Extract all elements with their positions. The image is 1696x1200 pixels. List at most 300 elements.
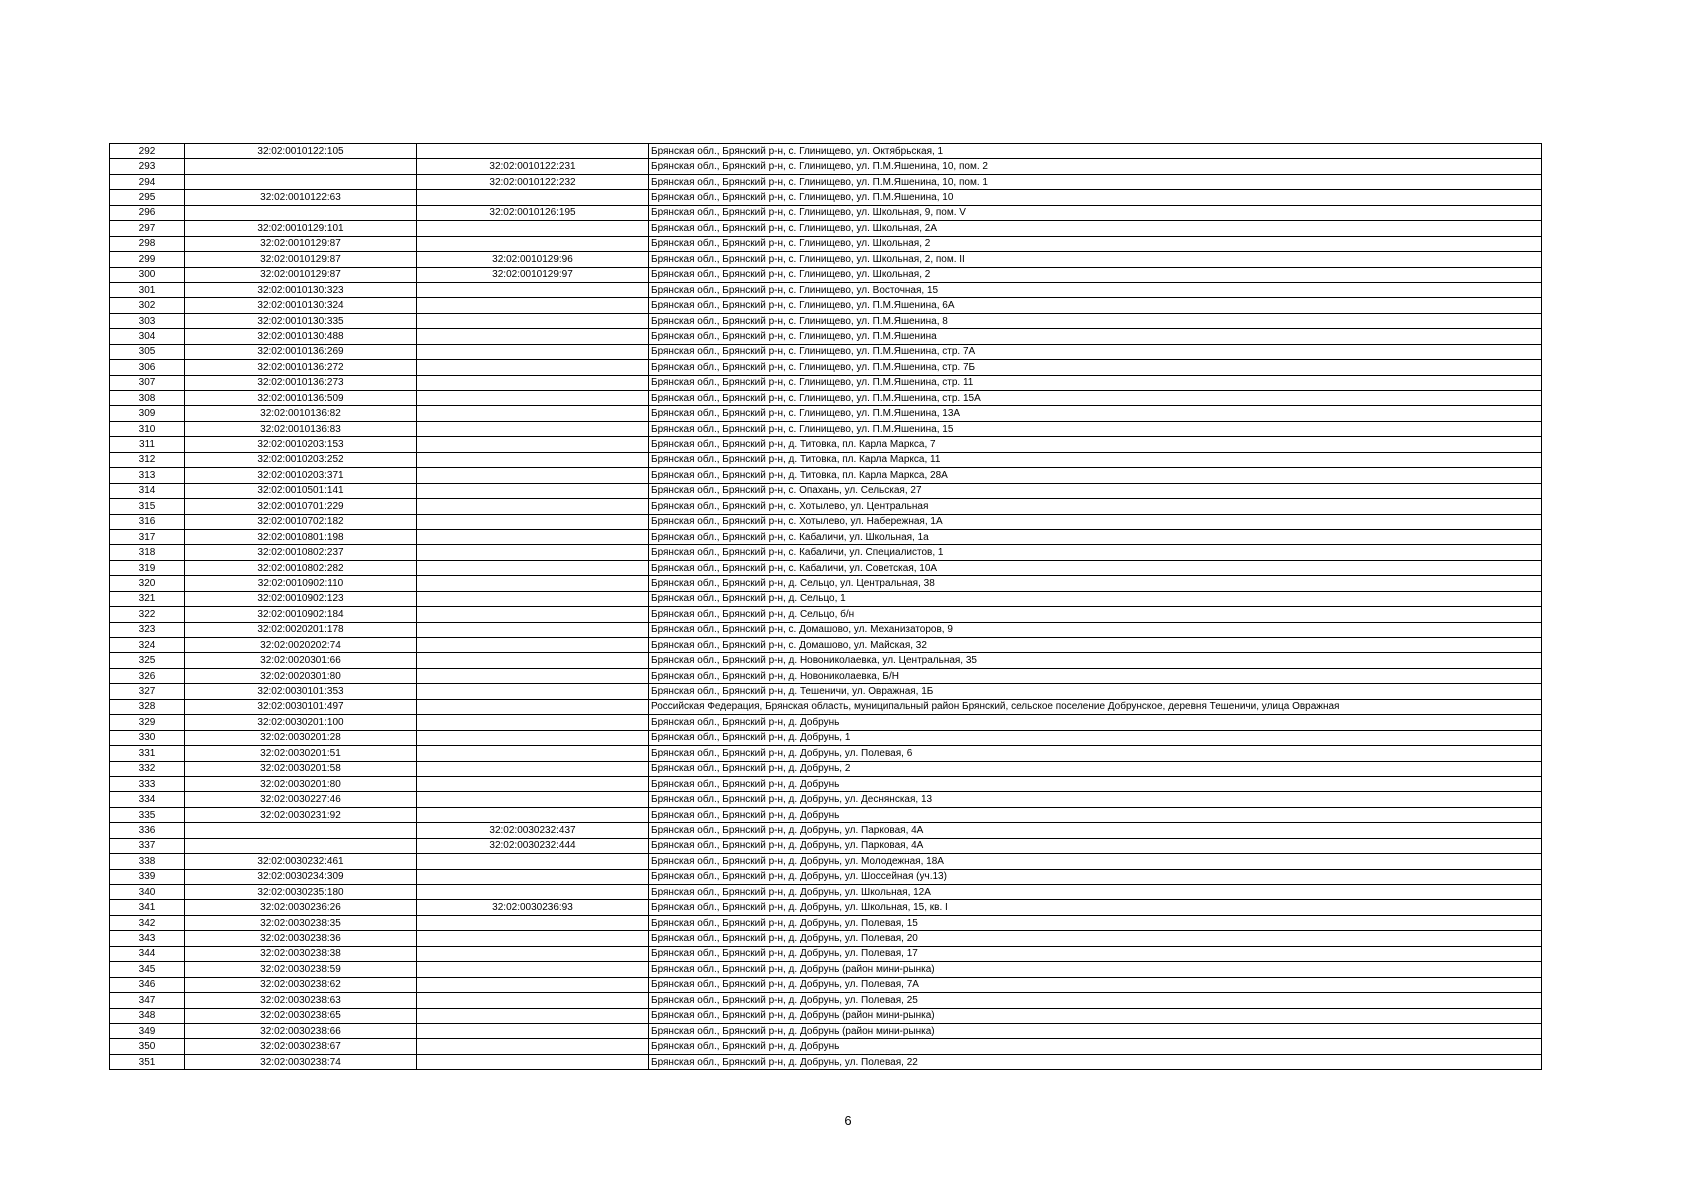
table-row	[110, 1008, 1542, 1023]
object-cadastral-number-cell	[417, 221, 649, 236]
table-row	[110, 854, 1542, 869]
cadastral-number-cell: 32:02:0010129:87	[185, 267, 417, 282]
table-row	[110, 946, 1542, 961]
row-number-cell: 292	[110, 144, 185, 159]
object-cadastral-number-cell: 32:02:0010129:97	[417, 267, 649, 282]
row-number-cell: 304	[110, 329, 185, 344]
row-number-cell: 321	[110, 591, 185, 606]
address-cell: Брянская обл., Брянский р-н, с. Глинищево, ул. Школьная, 2	[649, 267, 1542, 282]
row-number-cell: 298	[110, 236, 185, 251]
cadastral-number-cell: 32:02:0030238:66	[185, 1023, 417, 1038]
row-number-cell: 345	[110, 962, 185, 977]
object-cadastral-number-cell	[417, 1039, 649, 1054]
table-row	[110, 252, 1542, 267]
table-row	[110, 1023, 1542, 1038]
address-cell: Брянская обл., Брянский р-н, с. Глинищево, ул. П.М.Яшенина, 6А	[649, 298, 1542, 313]
object-cadastral-number-cell	[417, 869, 649, 884]
address-cell: Брянская обл., Брянский р-н, д. Добрунь, ул. Школьная, 15, кв. I	[649, 900, 1542, 915]
address-cell: Брянская обл., Брянский р-н, с. Глинищево, ул. П.М.Яшенина, 8	[649, 313, 1542, 328]
row-number-cell: 351	[110, 1054, 185, 1069]
row-number-cell: 325	[110, 653, 185, 668]
object-cadastral-number-cell	[417, 746, 649, 761]
cadastral-number-cell: 32:02:0010136:83	[185, 421, 417, 436]
object-cadastral-number-cell	[417, 468, 649, 483]
row-number-cell: 349	[110, 1023, 185, 1038]
table-row	[110, 329, 1542, 344]
row-number-cell: 313	[110, 468, 185, 483]
row-number-cell: 329	[110, 715, 185, 730]
cadastral-number-cell: 32:02:0010902:184	[185, 607, 417, 622]
address-cell: Брянская обл., Брянский р-н, с. Глинищево, ул. Октябрьская, 1	[649, 144, 1542, 159]
object-cadastral-number-cell: 32:02:0030232:444	[417, 838, 649, 853]
address-cell: Брянская обл., Брянский р-н, д. Добрунь, ул. Парковая, 4А	[649, 838, 1542, 853]
table-row	[110, 931, 1542, 946]
cadastral-number-cell: 32:02:0010122:105	[185, 144, 417, 159]
object-cadastral-number-cell	[417, 344, 649, 359]
registry-table	[109, 143, 1542, 1070]
row-number-cell: 342	[110, 915, 185, 930]
row-number-cell: 303	[110, 313, 185, 328]
address-cell: Брянская обл., Брянский р-н, д. Новониколаевка, ул. Центральная, 35	[649, 653, 1542, 668]
cadastral-number-cell	[185, 823, 417, 838]
table-row	[110, 560, 1542, 575]
table-row	[110, 483, 1542, 498]
cadastral-number-cell: 32:02:0030231:92	[185, 807, 417, 822]
address-cell: Брянская обл., Брянский р-н, с. Глинищево, ул. Школьная, 2	[649, 236, 1542, 251]
address-cell: Брянская обл., Брянский р-н, д. Добрунь	[649, 776, 1542, 791]
object-cadastral-number-cell	[417, 977, 649, 992]
table-row	[110, 993, 1542, 1008]
cadastral-number-cell: 32:02:0030238:62	[185, 977, 417, 992]
object-cadastral-number-cell	[417, 360, 649, 375]
object-cadastral-number-cell	[417, 946, 649, 961]
row-number-cell: 337	[110, 838, 185, 853]
row-number-cell: 297	[110, 221, 185, 236]
table-row	[110, 313, 1542, 328]
cadastral-number-cell: 32:02:0010802:282	[185, 560, 417, 575]
table-row	[110, 591, 1542, 606]
cadastral-number-cell: 32:02:0030201:58	[185, 761, 417, 776]
address-cell: Брянская обл., Брянский р-н, с. Глинищево, ул. П.М.Яшенина, 10	[649, 190, 1542, 205]
address-cell: Брянская обл., Брянский р-н, с. Глинищево, ул. П.М.Яшенина, стр. 15А	[649, 391, 1542, 406]
table-row	[110, 869, 1542, 884]
cadastral-number-cell: 32:02:0010203:371	[185, 468, 417, 483]
cadastral-number-cell: 32:02:0010701:229	[185, 499, 417, 514]
address-cell: Брянская обл., Брянский р-н, д. Добрунь, ул. Полевая, 7А	[649, 977, 1542, 992]
cadastral-number-cell: 32:02:0030238:36	[185, 931, 417, 946]
cadastral-number-cell: 32:02:0020301:80	[185, 668, 417, 683]
row-number-cell: 307	[110, 375, 185, 390]
row-number-cell: 339	[110, 869, 185, 884]
table-row	[110, 298, 1542, 313]
row-number-cell: 334	[110, 792, 185, 807]
address-cell: Брянская обл., Брянский р-н, с. Глинищево, ул. П.М.Яшенина, стр. 7А	[649, 344, 1542, 359]
address-cell: Брянская обл., Брянский р-н, д. Добрунь, ул. Шоссейная (уч.13)	[649, 869, 1542, 884]
row-number-cell: 344	[110, 946, 185, 961]
object-cadastral-number-cell	[417, 993, 649, 1008]
object-cadastral-number-cell	[417, 190, 649, 205]
table-row	[110, 375, 1542, 390]
address-cell: Брянская обл., Брянский р-н, с. Глинищево, ул. Восточная, 15	[649, 282, 1542, 297]
address-cell: Брянская обл., Брянский р-н, д. Добрунь, ул. Полевая, 25	[649, 993, 1542, 1008]
object-cadastral-number-cell	[417, 962, 649, 977]
row-number-cell: 296	[110, 205, 185, 220]
object-cadastral-number-cell	[417, 298, 649, 313]
object-cadastral-number-cell	[417, 437, 649, 452]
cadastral-number-cell: 32:02:0030238:67	[185, 1039, 417, 1054]
cadastral-number-cell: 32:02:0010129:101	[185, 221, 417, 236]
object-cadastral-number-cell: 32:02:0010129:96	[417, 252, 649, 267]
table-row	[110, 684, 1542, 699]
table-row	[110, 267, 1542, 282]
object-cadastral-number-cell	[417, 776, 649, 791]
cadastral-number-cell: 32:02:0010136:509	[185, 391, 417, 406]
table-row	[110, 699, 1542, 714]
object-cadastral-number-cell	[417, 915, 649, 930]
cadastral-number-cell: 32:02:0010130:323	[185, 282, 417, 297]
table-row	[110, 360, 1542, 375]
address-cell: Брянская обл., Брянский р-н, с. Кабаличи, ул. Специалистов, 1	[649, 545, 1542, 560]
table-row	[110, 514, 1542, 529]
cadastral-number-cell: 32:02:0030101:353	[185, 684, 417, 699]
table-row	[110, 576, 1542, 591]
cadastral-number-cell: 32:02:0010702:182	[185, 514, 417, 529]
table-row	[110, 653, 1542, 668]
table-row	[110, 159, 1542, 174]
table-row	[110, 468, 1542, 483]
address-cell: Брянская обл., Брянский р-н, с. Глинищево, ул. П.М.Яшенина, 10, пом. 1	[649, 174, 1542, 189]
object-cadastral-number-cell	[417, 885, 649, 900]
cadastral-number-cell: 32:02:0010130:488	[185, 329, 417, 344]
address-cell: Брянская обл., Брянский р-н, с. Хотылево, ул. Набережная, 1А	[649, 514, 1542, 529]
row-number-cell: 315	[110, 499, 185, 514]
object-cadastral-number-cell	[417, 653, 649, 668]
row-number-cell: 319	[110, 560, 185, 575]
object-cadastral-number-cell	[417, 576, 649, 591]
cadastral-number-cell: 32:02:0030232:461	[185, 854, 417, 869]
table-row	[110, 174, 1542, 189]
cadastral-number-cell	[185, 159, 417, 174]
row-number-cell: 295	[110, 190, 185, 205]
address-cell: Брянская обл., Брянский р-н, с. Кабаличи, ул. Школьная, 1а	[649, 529, 1542, 544]
table-row	[110, 282, 1542, 297]
cadastral-number-cell: 32:02:0030236:26	[185, 900, 417, 915]
object-cadastral-number-cell	[417, 391, 649, 406]
table-row	[110, 421, 1542, 436]
object-cadastral-number-cell	[417, 699, 649, 714]
row-number-cell: 327	[110, 684, 185, 699]
address-cell: Брянская обл., Брянский р-н, с. Глинищево, ул. Школьная, 9, пом. V	[649, 205, 1542, 220]
address-cell: Брянская обл., Брянский р-н, д. Титовка, пл. Карла Маркса, 28А	[649, 468, 1542, 483]
table-row	[110, 221, 1542, 236]
cadastral-number-cell: 32:02:0030235:180	[185, 885, 417, 900]
object-cadastral-number-cell	[417, 792, 649, 807]
object-cadastral-number-cell	[417, 499, 649, 514]
address-cell: Брянская обл., Брянский р-н, д. Добрунь, ул. Школьная, 12А	[649, 885, 1542, 900]
address-cell: Брянская обл., Брянский р-н, с. Глинищево, ул. Школьная, 2А	[649, 221, 1542, 236]
row-number-cell: 293	[110, 159, 185, 174]
object-cadastral-number-cell	[417, 483, 649, 498]
object-cadastral-number-cell	[417, 761, 649, 776]
address-cell: Брянская обл., Брянский р-н, д. Добрунь, ул. Полевая, 20	[649, 931, 1542, 946]
row-number-cell: 308	[110, 391, 185, 406]
table-row	[110, 977, 1542, 992]
object-cadastral-number-cell	[417, 375, 649, 390]
cadastral-number-cell: 32:02:0030201:51	[185, 746, 417, 761]
cadastral-number-cell: 32:02:0010122:63	[185, 190, 417, 205]
address-cell: Брянская обл., Брянский р-н, д. Сельцо, 1	[649, 591, 1542, 606]
row-number-cell: 347	[110, 993, 185, 1008]
table-row	[110, 900, 1542, 915]
object-cadastral-number-cell	[417, 591, 649, 606]
address-cell: Брянская обл., Брянский р-н, с. Глинищево, ул. П.М.Яшенина	[649, 329, 1542, 344]
cadastral-number-cell: 32:02:0010136:82	[185, 406, 417, 421]
row-number-cell: 294	[110, 174, 185, 189]
row-number-cell: 323	[110, 622, 185, 637]
cadastral-number-cell: 32:02:0030201:80	[185, 776, 417, 791]
registry-table-body	[110, 144, 1542, 1070]
table-row	[110, 452, 1542, 467]
table-row	[110, 437, 1542, 452]
table-row	[110, 715, 1542, 730]
row-number-cell: 318	[110, 545, 185, 560]
cadastral-number-cell: 32:02:0010203:252	[185, 452, 417, 467]
table-row	[110, 344, 1542, 359]
table-row	[110, 962, 1542, 977]
object-cadastral-number-cell	[417, 282, 649, 297]
cadastral-number-cell: 32:02:0030238:74	[185, 1054, 417, 1069]
row-number-cell: 333	[110, 776, 185, 791]
table-row	[110, 499, 1542, 514]
address-cell: Брянская обл., Брянский р-н, д. Добрунь	[649, 807, 1542, 822]
address-cell: Брянская обл., Брянский р-н, д. Добрунь, ул. Полевая, 17	[649, 946, 1542, 961]
table-row	[110, 529, 1542, 544]
address-cell: Брянская обл., Брянский р-н, д. Сельцо, ул. Центральная, 38	[649, 576, 1542, 591]
address-cell: Брянская обл., Брянский р-н, д. Добрунь, ул. Парковая, 4А	[649, 823, 1542, 838]
address-cell: Брянская обл., Брянский р-н, д. Добрунь (район мини-рынка)	[649, 1023, 1542, 1038]
address-cell: Брянская обл., Брянский р-н, с. Домашово, ул. Майская, 32	[649, 638, 1542, 653]
table-row	[110, 607, 1542, 622]
row-number-cell: 330	[110, 730, 185, 745]
table-row	[110, 1039, 1542, 1054]
cadastral-number-cell: 32:02:0010801:198	[185, 529, 417, 544]
address-cell: Брянская обл., Брянский р-н, с. Глинищево, ул. П.М.Яшенина, 13А	[649, 406, 1542, 421]
table-row	[110, 236, 1542, 251]
cadastral-number-cell: 32:02:0030238:35	[185, 915, 417, 930]
address-cell: Брянская обл., Брянский р-н, д. Добрунь, ул. Полевая, 15	[649, 915, 1542, 930]
table-row	[110, 792, 1542, 807]
row-number-cell: 336	[110, 823, 185, 838]
row-number-cell: 300	[110, 267, 185, 282]
row-number-cell: 332	[110, 761, 185, 776]
row-number-cell: 335	[110, 807, 185, 822]
row-number-cell: 348	[110, 1008, 185, 1023]
table-row	[110, 205, 1542, 220]
address-cell: Брянская обл., Брянский р-н, д. Добрунь (район мини-рынка)	[649, 962, 1542, 977]
address-cell: Брянская обл., Брянский р-н, с. Глинищево, ул. П.М.Яшенина, стр. 7Б	[649, 360, 1542, 375]
object-cadastral-number-cell	[417, 931, 649, 946]
cadastral-number-cell: 32:02:0010203:153	[185, 437, 417, 452]
cadastral-number-cell: 32:02:0030238:38	[185, 946, 417, 961]
object-cadastral-number-cell	[417, 638, 649, 653]
object-cadastral-number-cell	[417, 514, 649, 529]
object-cadastral-number-cell	[417, 529, 649, 544]
object-cadastral-number-cell: 32:02:0030236:93	[417, 900, 649, 915]
address-cell: Брянская обл., Брянский р-н, с. Глинищево, ул. П.М.Яшенина, 15	[649, 421, 1542, 436]
address-cell: Брянская обл., Брянский р-н, д. Добрунь (район мини-рынка)	[649, 1008, 1542, 1023]
cadastral-number-cell	[185, 838, 417, 853]
table-row	[110, 1054, 1542, 1069]
cadastral-number-cell: 32:02:0030227:46	[185, 792, 417, 807]
cadastral-number-cell: 32:02:0010130:335	[185, 313, 417, 328]
cadastral-number-cell: 32:02:0010136:273	[185, 375, 417, 390]
address-cell: Брянская обл., Брянский р-н, с. Глинищево, ул. П.М.Яшенина, стр. 11	[649, 375, 1542, 390]
cadastral-number-cell: 32:02:0010802:237	[185, 545, 417, 560]
row-number-cell: 311	[110, 437, 185, 452]
row-number-cell: 316	[110, 514, 185, 529]
address-cell: Брянская обл., Брянский р-н, с. Хотылево, ул. Центральная	[649, 499, 1542, 514]
object-cadastral-number-cell	[417, 144, 649, 159]
object-cadastral-number-cell	[417, 607, 649, 622]
object-cadastral-number-cell	[417, 1008, 649, 1023]
object-cadastral-number-cell	[417, 622, 649, 637]
row-number-cell: 314	[110, 483, 185, 498]
table-row	[110, 746, 1542, 761]
cadastral-number-cell: 32:02:0010129:87	[185, 236, 417, 251]
object-cadastral-number-cell	[417, 715, 649, 730]
table-row	[110, 761, 1542, 776]
row-number-cell: 299	[110, 252, 185, 267]
table-row	[110, 807, 1542, 822]
row-number-cell: 324	[110, 638, 185, 653]
row-number-cell: 302	[110, 298, 185, 313]
row-number-cell: 346	[110, 977, 185, 992]
row-number-cell: 341	[110, 900, 185, 915]
cadastral-number-cell: 32:02:0010130:324	[185, 298, 417, 313]
table-row	[110, 838, 1542, 853]
row-number-cell: 309	[110, 406, 185, 421]
object-cadastral-number-cell	[417, 807, 649, 822]
address-cell: Брянская обл., Брянский р-н, д. Добрунь, ул. Деснянская, 13	[649, 792, 1542, 807]
object-cadastral-number-cell	[417, 668, 649, 683]
cadastral-number-cell: 32:02:0010136:272	[185, 360, 417, 375]
address-cell: Брянская обл., Брянский р-н, д. Добрунь, 2	[649, 761, 1542, 776]
row-number-cell: 320	[110, 576, 185, 591]
cadastral-number-cell	[185, 174, 417, 189]
cadastral-number-cell: 32:02:0010129:87	[185, 252, 417, 267]
address-cell: Брянская обл., Брянский р-н, д. Новониколаевка, Б/Н	[649, 668, 1542, 683]
object-cadastral-number-cell: 32:02:0030232:437	[417, 823, 649, 838]
object-cadastral-number-cell	[417, 329, 649, 344]
table-row	[110, 406, 1542, 421]
address-cell: Брянская обл., Брянский р-н, д. Добрунь	[649, 715, 1542, 730]
address-cell: Брянская обл., Брянский р-н, с. Глинищево, ул. Школьная, 2, пом. II	[649, 252, 1542, 267]
row-number-cell: 338	[110, 854, 185, 869]
cadastral-number-cell: 32:02:0030238:65	[185, 1008, 417, 1023]
table-row	[110, 730, 1542, 745]
row-number-cell: 340	[110, 885, 185, 900]
row-number-cell: 312	[110, 452, 185, 467]
cadastral-number-cell: 32:02:0030238:59	[185, 962, 417, 977]
address-cell: Брянская обл., Брянский р-н, с. Кабаличи, ул. Советская, 10А	[649, 560, 1542, 575]
object-cadastral-number-cell	[417, 452, 649, 467]
row-number-cell: 301	[110, 282, 185, 297]
cadastral-number-cell: 32:02:0010501:141	[185, 483, 417, 498]
table-row	[110, 545, 1542, 560]
table-row	[110, 190, 1542, 205]
address-cell: Брянская обл., Брянский р-н, д. Сельцо, б/н	[649, 607, 1542, 622]
row-number-cell: 310	[110, 421, 185, 436]
object-cadastral-number-cell	[417, 421, 649, 436]
address-cell: Брянская обл., Брянский р-н, д. Добрунь, ул. Полевая, 22	[649, 1054, 1542, 1069]
object-cadastral-number-cell: 32:02:0010126:195	[417, 205, 649, 220]
table-row	[110, 622, 1542, 637]
object-cadastral-number-cell	[417, 684, 649, 699]
object-cadastral-number-cell	[417, 560, 649, 575]
table-row	[110, 823, 1542, 838]
table-row	[110, 885, 1542, 900]
object-cadastral-number-cell: 32:02:0010122:232	[417, 174, 649, 189]
table-row	[110, 391, 1542, 406]
address-cell: Брянская обл., Брянский р-н, д. Тешеничи, ул. Овражная, 1Б	[649, 684, 1542, 699]
cadastral-number-cell: 32:02:0030201:100	[185, 715, 417, 730]
object-cadastral-number-cell	[417, 545, 649, 560]
row-number-cell: 331	[110, 746, 185, 761]
table-row	[110, 144, 1542, 159]
row-number-cell: 317	[110, 529, 185, 544]
address-cell: Российская Федерация, Брянская область, муниципальный район Брянский, сельское поселение Добрунское, деревня Тешеничи, улица Овражная	[649, 699, 1542, 714]
address-cell: Брянская обл., Брянский р-н, д. Добрунь, 1	[649, 730, 1542, 745]
address-cell: Брянская обл., Брянский р-н, д. Титовка, пл. Карла Маркса, 11	[649, 452, 1542, 467]
object-cadastral-number-cell	[417, 406, 649, 421]
row-number-cell: 305	[110, 344, 185, 359]
object-cadastral-number-cell	[417, 313, 649, 328]
address-cell: Брянская обл., Брянский р-н, д. Добрунь	[649, 1039, 1542, 1054]
cadastral-number-cell	[185, 205, 417, 220]
row-number-cell: 326	[110, 668, 185, 683]
cadastral-number-cell: 32:02:0030238:63	[185, 993, 417, 1008]
table-row	[110, 915, 1542, 930]
cadastral-number-cell: 32:02:0010902:110	[185, 576, 417, 591]
cadastral-number-cell: 32:02:0010902:123	[185, 591, 417, 606]
object-cadastral-number-cell	[417, 730, 649, 745]
table-row	[110, 668, 1542, 683]
table-row	[110, 776, 1542, 791]
object-cadastral-number-cell	[417, 236, 649, 251]
cadastral-number-cell: 32:02:0030201:28	[185, 730, 417, 745]
cadastral-number-cell: 32:02:0010136:269	[185, 344, 417, 359]
address-cell: Брянская обл., Брянский р-н, д. Титовка, пл. Карла Маркса, 7	[649, 437, 1542, 452]
object-cadastral-number-cell: 32:02:0010122:231	[417, 159, 649, 174]
page-number: 6	[844, 1113, 852, 1128]
object-cadastral-number-cell	[417, 1054, 649, 1069]
address-cell: Брянская обл., Брянский р-н, д. Добрунь, ул. Полевая, 6	[649, 746, 1542, 761]
row-number-cell: 322	[110, 607, 185, 622]
row-number-cell: 306	[110, 360, 185, 375]
cadastral-number-cell: 32:02:0030101:497	[185, 699, 417, 714]
object-cadastral-number-cell	[417, 1023, 649, 1038]
table-row	[110, 638, 1542, 653]
address-cell: Брянская обл., Брянский р-н, с. Глинищево, ул. П.М.Яшенина, 10, пом. 2	[649, 159, 1542, 174]
cadastral-number-cell: 32:02:0020201:178	[185, 622, 417, 637]
object-cadastral-number-cell	[417, 854, 649, 869]
address-cell: Брянская обл., Брянский р-н, с. Домашово, ул. Механизаторов, 9	[649, 622, 1542, 637]
address-cell: Брянская обл., Брянский р-н, с. Опахань, ул. Сельская, 27	[649, 483, 1542, 498]
row-number-cell: 343	[110, 931, 185, 946]
cadastral-number-cell: 32:02:0030234:309	[185, 869, 417, 884]
cadastral-number-cell: 32:02:0020301:66	[185, 653, 417, 668]
row-number-cell: 350	[110, 1039, 185, 1054]
